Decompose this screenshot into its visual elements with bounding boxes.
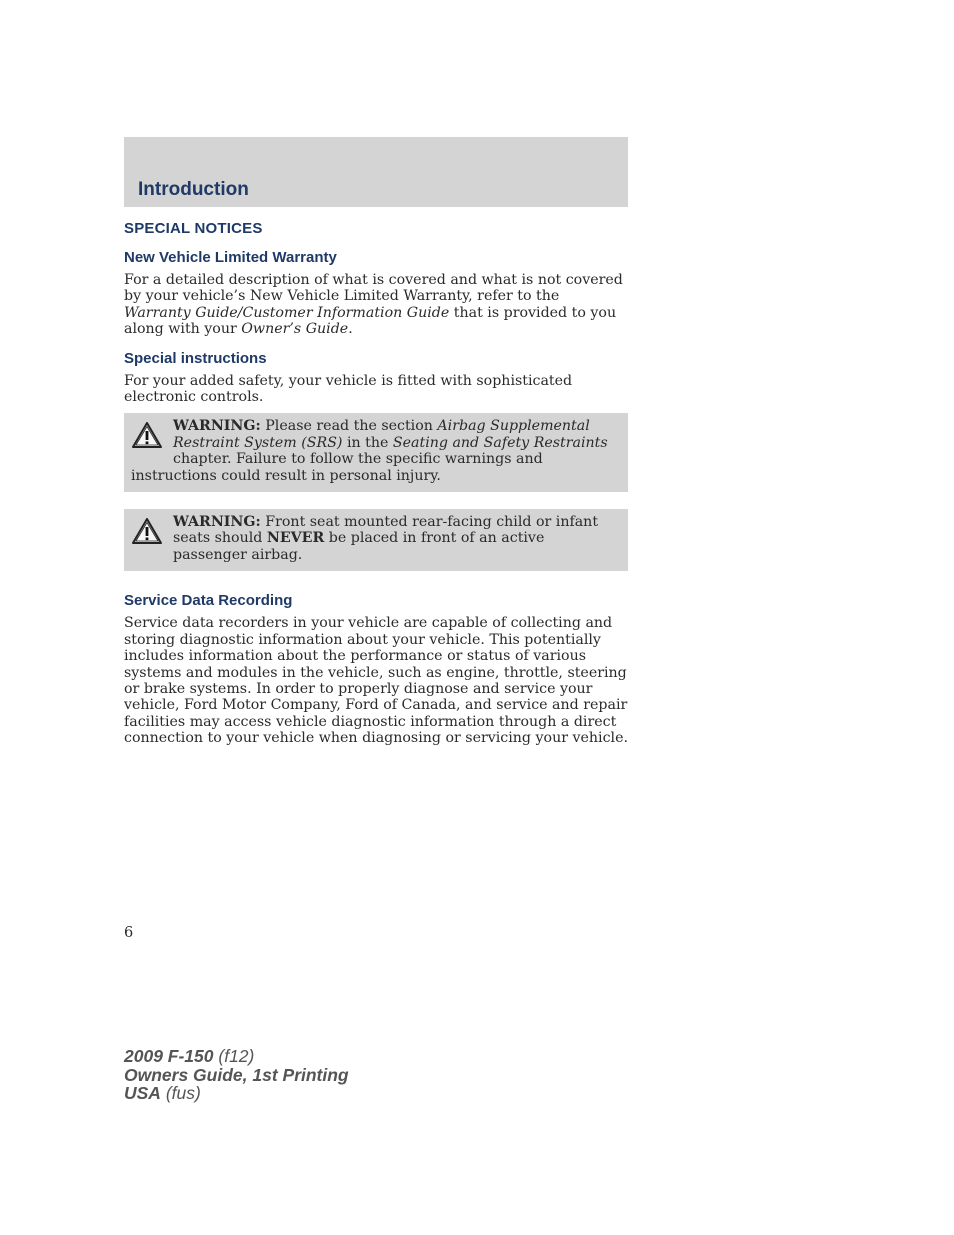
warning-text-airbag: WARNING: Please read the section Airbag Supplemental Restraint System (SRS) in the Seating and Safety Restraints chapter. Failure to follow the specific warnings and instructions could result in personal injury.	[131, 418, 608, 484]
service-data-heading: Service Data Recording	[124, 592, 293, 610]
special-instructions-paragraph: For your added safety, your vehicle is fitted with sophisticated electronic controls.	[124, 372, 573, 406]
warning-box-airbag	[124, 413, 628, 492]
footer-line-model: 2009 F-150 (f12)	[124, 1046, 255, 1066]
special-instructions-heading: Special instructions	[124, 349, 267, 367]
warranty-heading: New Vehicle Limited Warranty	[124, 249, 337, 266]
chapter-title: Introduction	[138, 179, 249, 200]
page-number: 6	[124, 925, 134, 941]
warning-box-child-seat	[124, 509, 628, 571]
section-title: SPECIAL NOTICES	[124, 220, 263, 237]
service-data-paragraph: Service data recorders in your vehicle are capable of collecting and storing diagnostic information about your vehicle. This potentially includes information about the performance or status of various systems and modules in the vehicle, such as engine, throttle, steering or brake systems. In order to properly diagnose and service your vehicle, Ford Motor Company, Ford of Canada, and service and repair facilities may access vehicle diagnostic information through a direct connection to your vehicle when diagnosing or servicing your vehicle.	[124, 615, 628, 747]
warning-triangle-icon	[131, 421, 163, 449]
footer-line-printing: Owners Guide, 1st Printing	[124, 1064, 349, 1085]
document-footer	[124, 1047, 349, 1103]
footer-line-market: USA (fus)	[124, 1083, 201, 1104]
warning-triangle-icon	[131, 517, 163, 545]
warning-text-child-seat: WARNING: Front seat mounted rear-facing child or infant seats should NEVER be placed in front of an active passenger airbag.	[173, 514, 599, 563]
page-content	[124, 220, 628, 747]
warranty-paragraph: For a detailed description of what is covered and what is not covered by your vehicle’s New Vehicle Limited Warranty, refer to the Warranty Guide/Customer Information Guide that is provided to you along with your Owner’s Guide.	[124, 272, 623, 338]
chapter-header-band	[124, 137, 628, 207]
